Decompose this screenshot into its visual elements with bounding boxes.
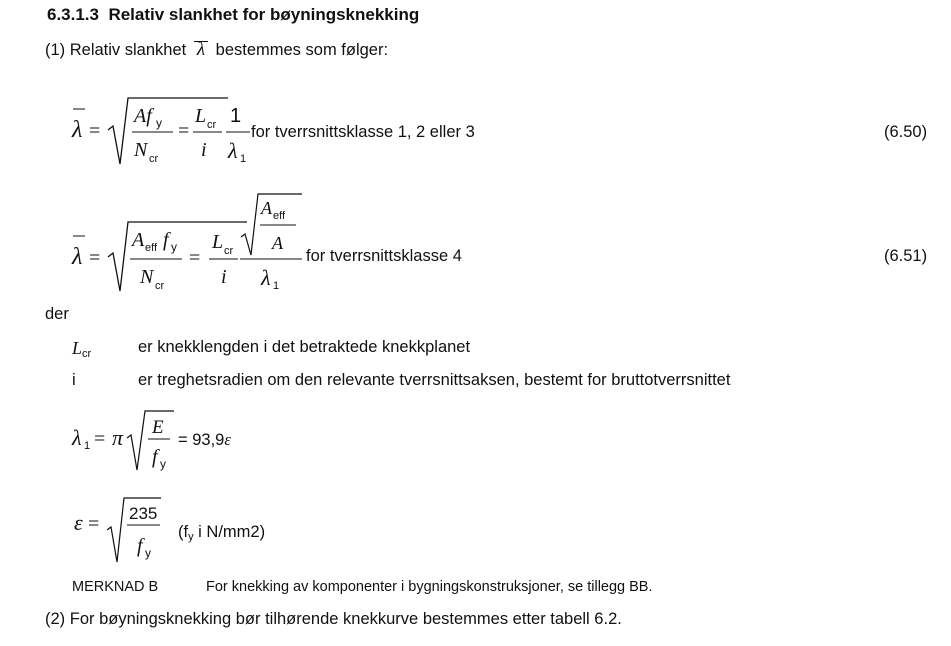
- svg-text:λ: λ: [228, 138, 238, 163]
- svg-text:i: i: [201, 139, 207, 161]
- svg-text:π: π: [112, 425, 124, 450]
- intro-prefix: (1) Relativ slankhet: [45, 41, 187, 59]
- svg-text:=: =: [89, 247, 101, 269]
- svg-text:λ: λ: [72, 244, 83, 270]
- equation-6-50-formula: [60, 92, 260, 172]
- section-number: 6.3.1.3: [47, 5, 99, 24]
- svg-text:E: E: [152, 417, 164, 438]
- epsilon-unit-note: ($f_y$ i N/mm2): [178, 523, 266, 543]
- definition-symbol-i: i: [72, 371, 76, 389]
- svg-text:A: A: [272, 233, 283, 253]
- svg-text:y: y: [160, 457, 166, 471]
- equation-6-50-number: (6.50): [884, 123, 928, 141]
- svg-text:N: N: [134, 139, 148, 161]
- svg-text:=: =: [178, 120, 190, 142]
- svg-text:1: 1: [84, 440, 91, 452]
- equation-6-51-formula: [60, 193, 310, 293]
- lambda1-formula: [72, 408, 172, 478]
- epsilon-formula: [74, 492, 174, 572]
- svg-text:cr: cr: [207, 119, 217, 131]
- equation-6-51-condition: for tverrsnittsklasse 4: [306, 247, 462, 265]
- svg-text:cr: cr: [149, 153, 159, 165]
- svg-text:1: 1: [240, 153, 247, 165]
- svg-text:i: i: [221, 266, 227, 288]
- svg-text:N: N: [140, 266, 154, 288]
- section-heading: [47, 5, 419, 25]
- equation-6-51-number: (6.51): [884, 247, 928, 265]
- lambda1-result: = 93,9ε: [178, 430, 231, 449]
- svg-text:1: 1: [230, 105, 242, 127]
- section-title: Relativ slankhet for bøyningsknekking: [108, 5, 420, 24]
- definition-text-lcr: er knekklengden i det betraktede knekkplanet: [138, 338, 471, 356]
- intro-paragraph: [45, 41, 388, 60]
- epsilon-numerator: 235: [129, 504, 158, 523]
- svg-text:A: A: [261, 198, 272, 218]
- svg-text:f: f: [152, 446, 158, 468]
- svg-text:cr: cr: [155, 280, 165, 292]
- svg-text:y: y: [145, 546, 151, 560]
- svg-text:cr: cr: [224, 245, 234, 257]
- svg-text:y: y: [156, 116, 162, 130]
- svg-text:eff: eff: [145, 242, 158, 254]
- svg-text:L: L: [212, 231, 224, 253]
- svg-text:A: A: [132, 229, 145, 251]
- equation-6-50-condition: for tverrsnittsklasse 1, 2 eller 3: [251, 123, 475, 141]
- svg-text:λ: λ: [72, 425, 82, 450]
- svg-text:Af: Af: [134, 105, 152, 127]
- definition-symbol-lcr: $L_{cr}$: [72, 338, 92, 360]
- svg-text:1: 1: [273, 280, 280, 292]
- svg-text:=: =: [94, 428, 106, 450]
- svg-text:y: y: [171, 240, 177, 254]
- svg-text:eff: eff: [273, 210, 286, 222]
- where-label: der: [45, 305, 69, 323]
- intro-suffix: bestemmes som følger:: [215, 41, 389, 59]
- note-text: For knekking av komponenter i bygningskonstruksjoner, se tillegg BB.: [206, 579, 653, 595]
- paragraph-2: (2) For bøyningsknekking bør tilhørende knekkurve bestemmes etter tabell 6.2.: [45, 610, 622, 628]
- svg-text:λ: λ: [261, 265, 271, 290]
- svg-text:=: =: [88, 513, 100, 535]
- svg-text:λ: λ: [72, 117, 83, 143]
- svg-text:=: =: [89, 120, 101, 142]
- svg-text:f: f: [137, 535, 143, 557]
- note-label: MERKNAD B: [72, 579, 159, 595]
- svg-text:f: f: [163, 229, 169, 251]
- svg-text:L: L: [195, 105, 207, 127]
- svg-text:ε: ε: [74, 510, 83, 535]
- definition-text-i: er treghetsradien om den relevante tverrsnittsaksen, bestemt for bruttotverrsnittet: [138, 371, 731, 389]
- lambda-bar-symbol: λ: [194, 41, 208, 58]
- svg-text:=: =: [189, 247, 201, 269]
